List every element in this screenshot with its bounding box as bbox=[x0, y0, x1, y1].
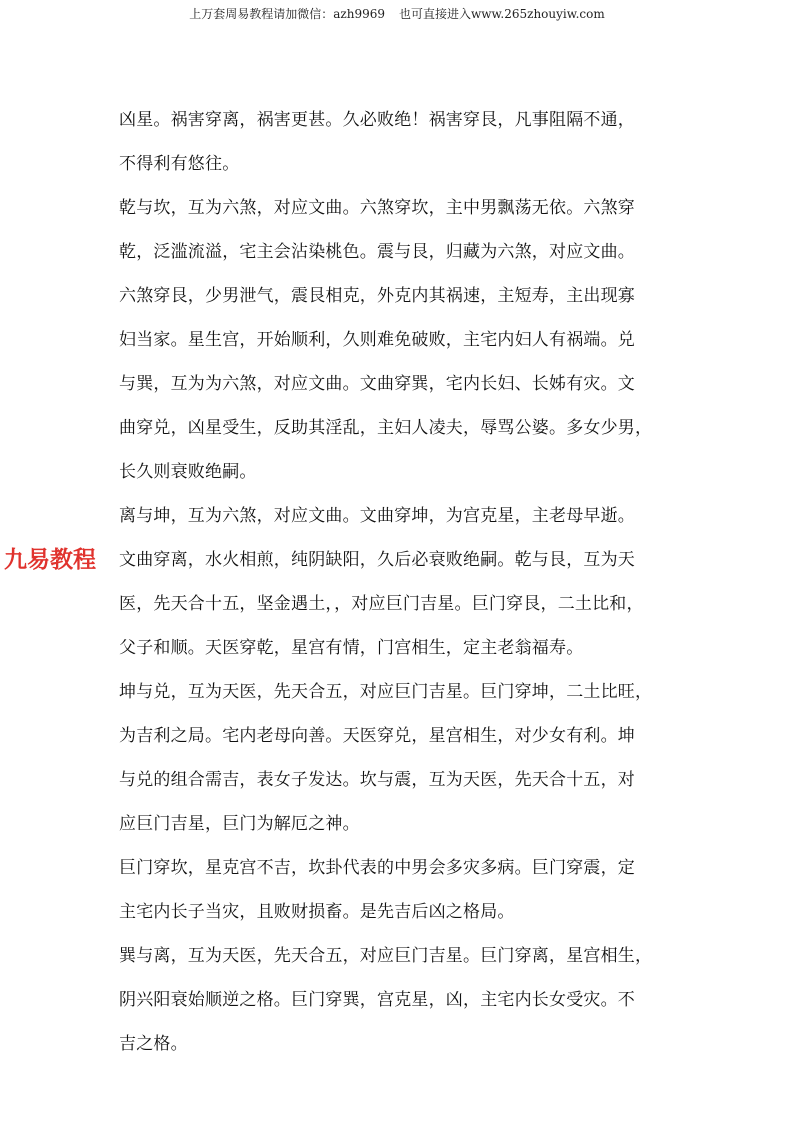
text-line: 曲穿兑，凶星受生，反助其淫乱，主妇人凌夫，辱骂公婆。多女少男， bbox=[119, 418, 653, 438]
text-line: 乾与坎，互为六煞，对应文曲。六煞穿坎，主中男飘荡无依。六煞穿 bbox=[119, 198, 635, 218]
text-line: 父子和顺。天医穿乾，星宫有情，门宫相生，定主老翁福寿。 bbox=[119, 638, 584, 658]
text-line: 医，先天合十五，坚金遇土，，对应巨门吉星。巨门穿艮，二土比和， bbox=[119, 594, 644, 614]
paragraph-6 bbox=[119, 934, 679, 1066]
paragraph-5 bbox=[119, 846, 679, 934]
text-line: 与兑的组合需吉，表女子发达。坎与震，互为天医，先天合十五，对 bbox=[119, 770, 635, 790]
paragraph-4 bbox=[119, 670, 679, 846]
text-line: 巽与离，互为天医，先天合五，对应巨门吉星。巨门穿离，星宫相生， bbox=[119, 946, 653, 966]
text-line: 妇当家。星生宫，开始顺利，久则难免破败，主宅内妇人有祸端。兑 bbox=[119, 330, 635, 350]
text-line: 凶星。祸害穿离，祸害更甚。久必败绝！祸害穿艮，凡事阻隔不通， bbox=[119, 110, 635, 130]
header-wechat-text: 上万套周易教程请加微信：azh9969 bbox=[189, 7, 386, 21]
paragraph-3 bbox=[119, 494, 679, 670]
text-line: 坤与兑，互为天医，先天合五，对应巨门吉星。巨门穿坤，二土比旺， bbox=[119, 682, 653, 702]
paragraph-1 bbox=[119, 98, 679, 186]
text-line: 离与坤，互为六煞，对应文曲。文曲穿坤，为宫克星，主老母早逝。 bbox=[119, 506, 635, 526]
watermark-logo: 九易教程 bbox=[4, 547, 96, 573]
header-website-text: 也可直接进入www.265zhouyiw.com bbox=[399, 7, 605, 21]
text-line: 为吉利之局。宅内老母向善。天医穿兑，星宫相生，对少女有利。坤 bbox=[119, 726, 635, 746]
text-line: 与巽，互为为六煞，对应文曲。文曲穿巽，宅内长妇、长姊有灾。文 bbox=[119, 374, 635, 394]
text-line: 六煞穿艮，少男泄气，震艮相克，外克内其祸速，主短寿，主出现寡 bbox=[119, 286, 635, 306]
text-line: 主宅内长子当灾，且败财损畜。是先吉后凶之格局。 bbox=[119, 902, 515, 922]
paragraph-2 bbox=[119, 186, 679, 494]
text-line: 吉之格。 bbox=[119, 1034, 188, 1054]
document-body bbox=[119, 98, 679, 1066]
text-line: 阴兴阳衰始顺逆之格。巨门穿巽，宫克星，凶，主宅内长女受灾。不 bbox=[119, 990, 635, 1010]
page-header bbox=[0, 6, 794, 22]
text-line: 文曲穿离，水火相煎，纯阴缺阳，久后必衰败绝嗣。乾与艮，互为天 bbox=[119, 550, 635, 570]
text-line: 长久则衰败绝嗣。 bbox=[119, 462, 257, 482]
text-line: 巨门穿坎，星克宫不吉，坎卦代表的中男会多灾多病。巨门穿震，定 bbox=[119, 858, 635, 878]
text-line: 应巨门吉星，巨门为解厄之神。 bbox=[119, 814, 360, 834]
text-line: 不得利有悠往。 bbox=[119, 154, 240, 174]
text-line: 乾，泛滥流溢，宅主会沾染桃色。震与艮，归藏为六煞，对应文曲。 bbox=[119, 242, 635, 262]
